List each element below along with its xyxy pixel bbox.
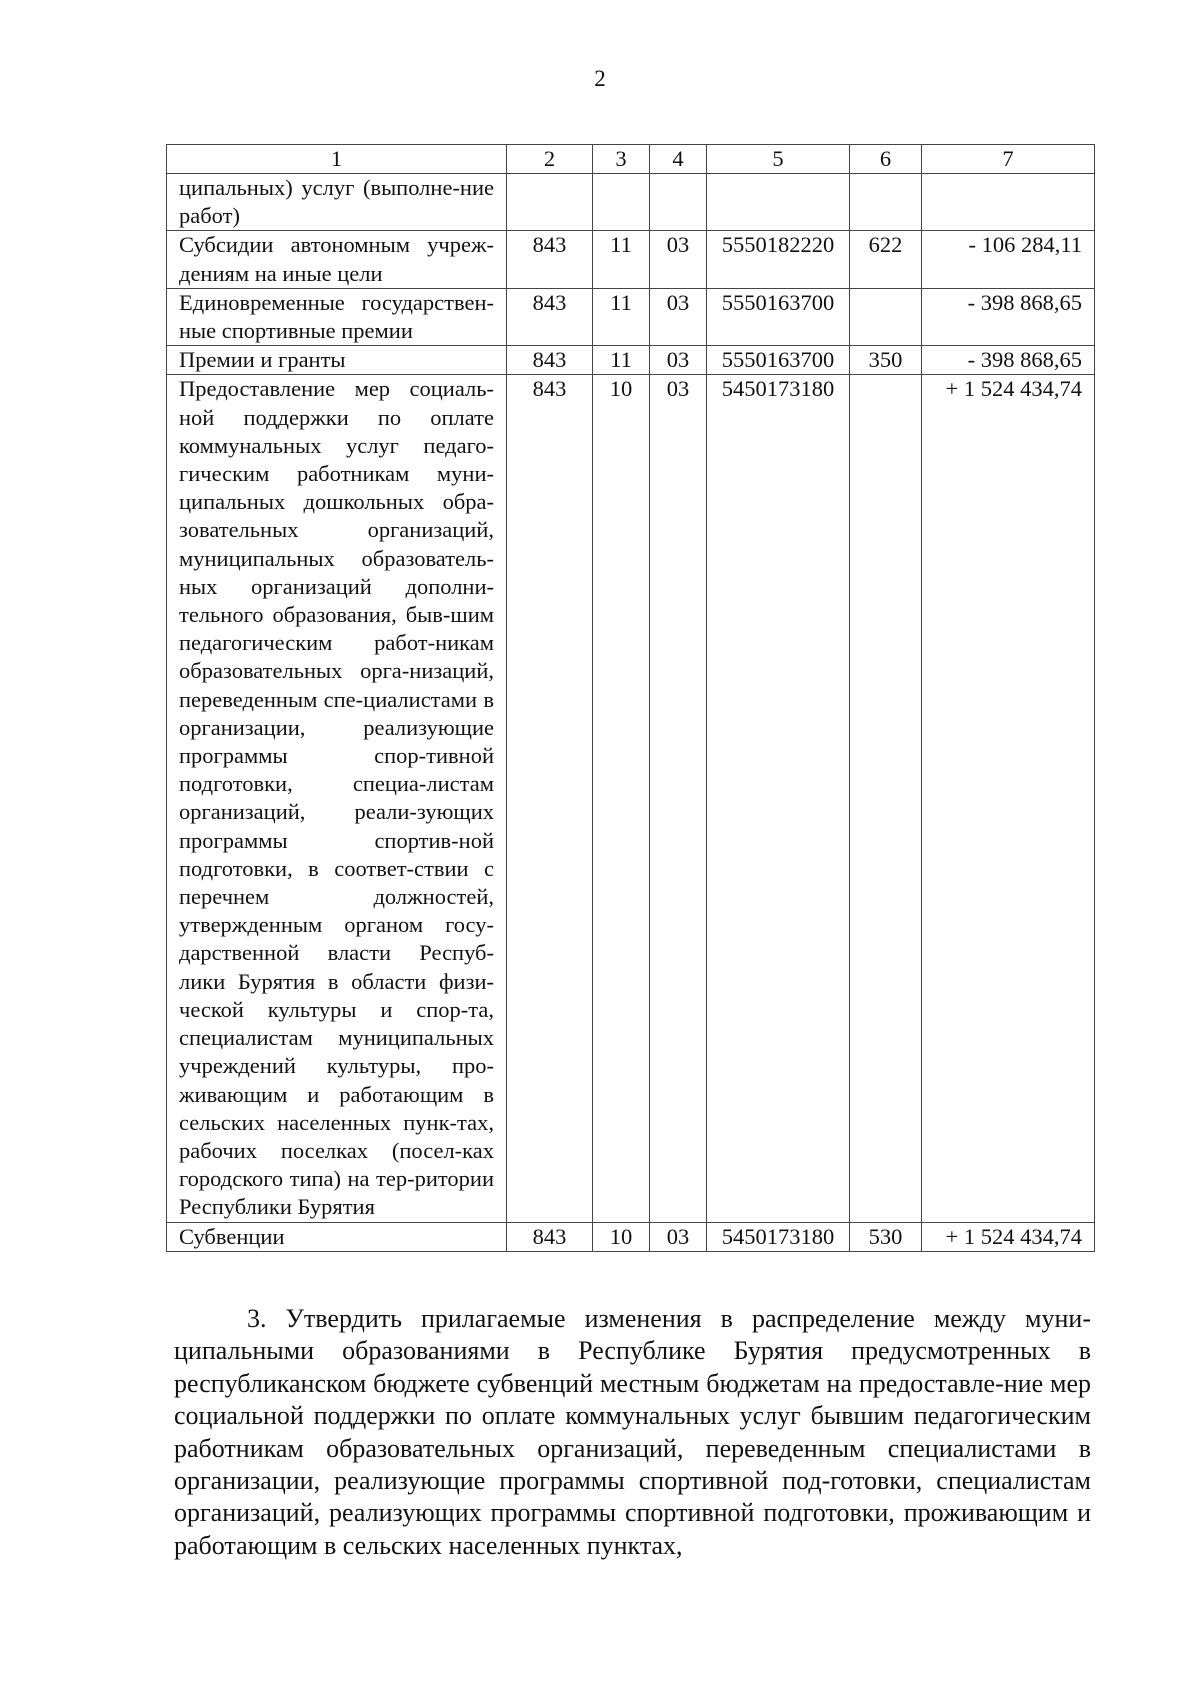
code-cell: 843 bbox=[507, 346, 593, 375]
amount-cell: + 1 524 434,74 bbox=[922, 375, 1095, 1222]
section-cell: 10 bbox=[593, 375, 650, 1222]
code-cell: 843 bbox=[507, 231, 593, 288]
column-header: 6 bbox=[850, 145, 922, 174]
code-cell: 843 bbox=[507, 1222, 593, 1251]
code-cell: 843 bbox=[507, 375, 593, 1222]
table-row bbox=[167, 174, 1095, 231]
row-name-cell: ципальных) услуг (выполне-ние работ) bbox=[167, 174, 507, 231]
subsection-cell: 03 bbox=[650, 231, 707, 288]
target-article-cell: 5550163700 bbox=[707, 288, 850, 345]
table-row bbox=[167, 288, 1095, 345]
row-name-cell: Единовременные государствен-ные спортивные премии bbox=[167, 288, 507, 345]
table-row bbox=[167, 375, 1095, 1222]
code-cell: 843 bbox=[507, 288, 593, 345]
amount-cell: - 398 868,65 bbox=[922, 288, 1095, 345]
row-name-cell: Премии и гранты bbox=[167, 346, 507, 375]
code-cell bbox=[507, 174, 593, 231]
target-article-cell: 5450173180 bbox=[707, 1222, 850, 1251]
subsection-cell: 03 bbox=[650, 375, 707, 1222]
page-number: 2 bbox=[594, 66, 606, 91]
section-cell: 11 bbox=[593, 288, 650, 345]
section-cell: 10 bbox=[593, 1222, 650, 1251]
row-name-cell: Субвенции bbox=[167, 1222, 507, 1251]
target-article-cell: 5550163700 bbox=[707, 346, 850, 375]
column-header: 3 bbox=[593, 145, 650, 174]
row-name-cell: Субсидии автономным учреж-дениям на иные цели bbox=[167, 231, 507, 288]
table-row bbox=[167, 231, 1095, 288]
expense-type-cell: 622 bbox=[850, 231, 922, 288]
expense-type-cell bbox=[850, 375, 922, 1222]
body-paragraph: 3. Утвердить прилагаемые изменения в распределение между муни-ципальными образованиями в Республике Бурятия предусмотренных в республиканском бюджете субвенций местным бюджетам на предоставле-ние мер социальной поддержки по оплате коммунальных услуг бывшим педагогическим работникам образовательных организаций, переведенным специалистами в организации, реализующие программы спортивной под-готовки, специалистам организаций, реализующих программы спортивной подготовки, проживающим и работающим в сельских населенных пунктах, bbox=[174, 1304, 1091, 1560]
amount-cell bbox=[922, 174, 1095, 231]
target-article-cell bbox=[707, 174, 850, 231]
subsection-cell bbox=[650, 174, 707, 231]
amount-cell: - 398 868,65 bbox=[922, 346, 1095, 375]
table-row bbox=[167, 1222, 1095, 1251]
column-header: 5 bbox=[707, 145, 850, 174]
subsection-cell: 03 bbox=[650, 288, 707, 345]
subsection-cell: 03 bbox=[650, 1222, 707, 1251]
section-cell: 11 bbox=[593, 231, 650, 288]
column-header: 2 bbox=[507, 145, 593, 174]
section-cell bbox=[593, 174, 650, 231]
section-cell: 11 bbox=[593, 346, 650, 375]
expense-type-cell: 530 bbox=[850, 1222, 922, 1251]
amount-cell: + 1 524 434,74 bbox=[922, 1222, 1095, 1251]
subsection-cell: 03 bbox=[650, 346, 707, 375]
budget-table bbox=[166, 144, 1095, 1252]
expense-type-cell bbox=[850, 288, 922, 345]
target-article-cell: 5550182220 bbox=[707, 231, 850, 288]
expense-type-cell bbox=[850, 174, 922, 231]
column-header: 1 bbox=[167, 145, 507, 174]
column-header: 4 bbox=[650, 145, 707, 174]
row-name-cell: Предоставление мер социаль-ной поддержки по оплате коммунальных услуг педаго-гическим работникам муни-ципальных дошкольных обра-зовательных организаций, муниципальных образователь-ных организаций дополни-тельного образования, быв-шим педагогическим работ-никам образовательных орга-низаций, переведенным спе-циалистами в организации, реализующие программы спор-тивной подготовки, специа-листам организаций, реали-зующих программы спортив-ной подготовки, в соответ-ствии с перечнем должностей, утвержденным органом госу-дарственной власти Респуб-лики Бурятия в области физи-ческой культуры и спор-та, специалистам муниципальных учреждений культуры, про-живающим и работающим в сельских населенных пунк-тах, рабочих поселках (посел-ках городского типа) на тер-ритории Республики Бурятия bbox=[167, 375, 507, 1222]
column-header: 7 bbox=[922, 145, 1095, 174]
expense-type-cell: 350 bbox=[850, 346, 922, 375]
table-header-row bbox=[167, 145, 1095, 174]
amount-cell: - 106 284,11 bbox=[922, 231, 1095, 288]
target-article-cell: 5450173180 bbox=[707, 375, 850, 1222]
table-row bbox=[167, 346, 1095, 375]
